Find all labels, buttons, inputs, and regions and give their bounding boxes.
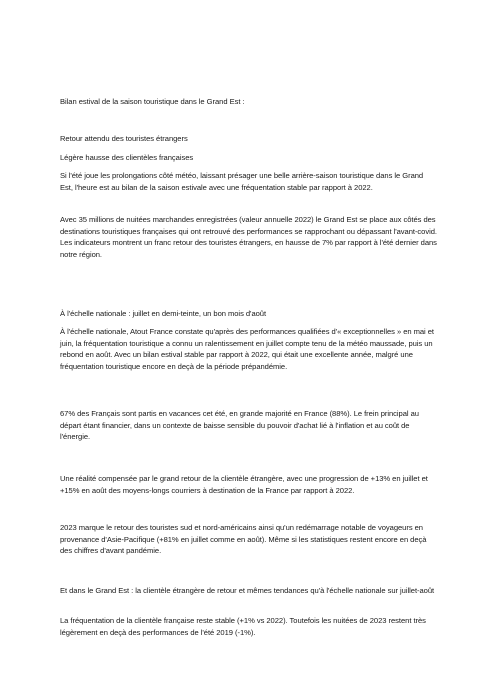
- paragraph-americas-asia: 2023 marque le retour des touristes sud et nord-américains ainsi qu'un redémarrage notable de voyageurs en provenance d'Asie-Pacifique (+81% en juillet comme en août). Même si les statistiques restent encore en deçà des chiffres d'avant pandémie.: [60, 523, 427, 556]
- heading-french-clientele: Légère hausse des clientèles françaises: [60, 153, 194, 162]
- paragraph-intro: Si l'été joue les prolongations côté météo, laissant présager une belle arrière-saison touristique dans le Grand Est, l'heure est au bilan de la saison estivale avec une fréquentation stable par rapport à 2022.: [60, 171, 424, 192]
- heading-foreign-tourists: Retour attendu des touristes étrangers: [60, 134, 188, 143]
- paragraph-french-holidays: 67% des Français sont partis en vacances cet été, en grande majorité en France (88%). Le frein principal au départ étant financier, dans un contexte de baisse sensible du pouvoir d'achat lié à l'inflation et au coût de l'énergie.: [60, 409, 419, 442]
- paragraph-national-trends: À l'échelle nationale, Atout France constate qu'après des performances qualifiées d'« exceptionnelles » en mai et juin, la fréquentation touristique a connu un ralentissement en juillet compte tenu de la météo maussade, puis un rebond en août. Avec un bilan estival stable par rapport à 2022, qui était une excellente année, malgré une fréquentation touristique encore en deçà de la période prépandémie.: [60, 327, 434, 371]
- paragraph-overnight-stays: Avec 35 millions de nuitées marchandes enregistrées (valeur annuelle 2022) le Grand Est se place aux côtés des destinations touristiques françaises qui ont retrouvé des performances se rapprochant ou dépassant l'avant-covid. Les indicateurs montrent un franc retour des touristes étrangers, en hausse de 7% par rapport à l'été dernier dans notre région.: [60, 215, 437, 259]
- document-title: Bilan estival de la saison touristique dans le Grand Est :: [60, 97, 245, 106]
- heading-national-scale: À l'échelle nationale : juillet en demi-teinte, un bon mois d'août: [60, 309, 267, 318]
- paragraph-foreign-return: Une réalité compensée par le grand retour de la clientèle étrangère, avec une progression de +13% en juillet et +15% en août des moyens-longs courriers à destination de la France par rapport à 2022.: [60, 474, 428, 495]
- heading-grand-est: Et dans le Grand Est : la clientèle étrangère de retour et mêmes tendances qu'à l'échelle nationale sur juillet-août: [60, 586, 435, 595]
- paragraph-french-stable: La fréquentation de la clientèle française reste stable (+1% vs 2022). Toutefois les nuitées de 2023 restent très légèrement en deçà des performances de l'été 2019 (-1%).: [60, 616, 426, 637]
